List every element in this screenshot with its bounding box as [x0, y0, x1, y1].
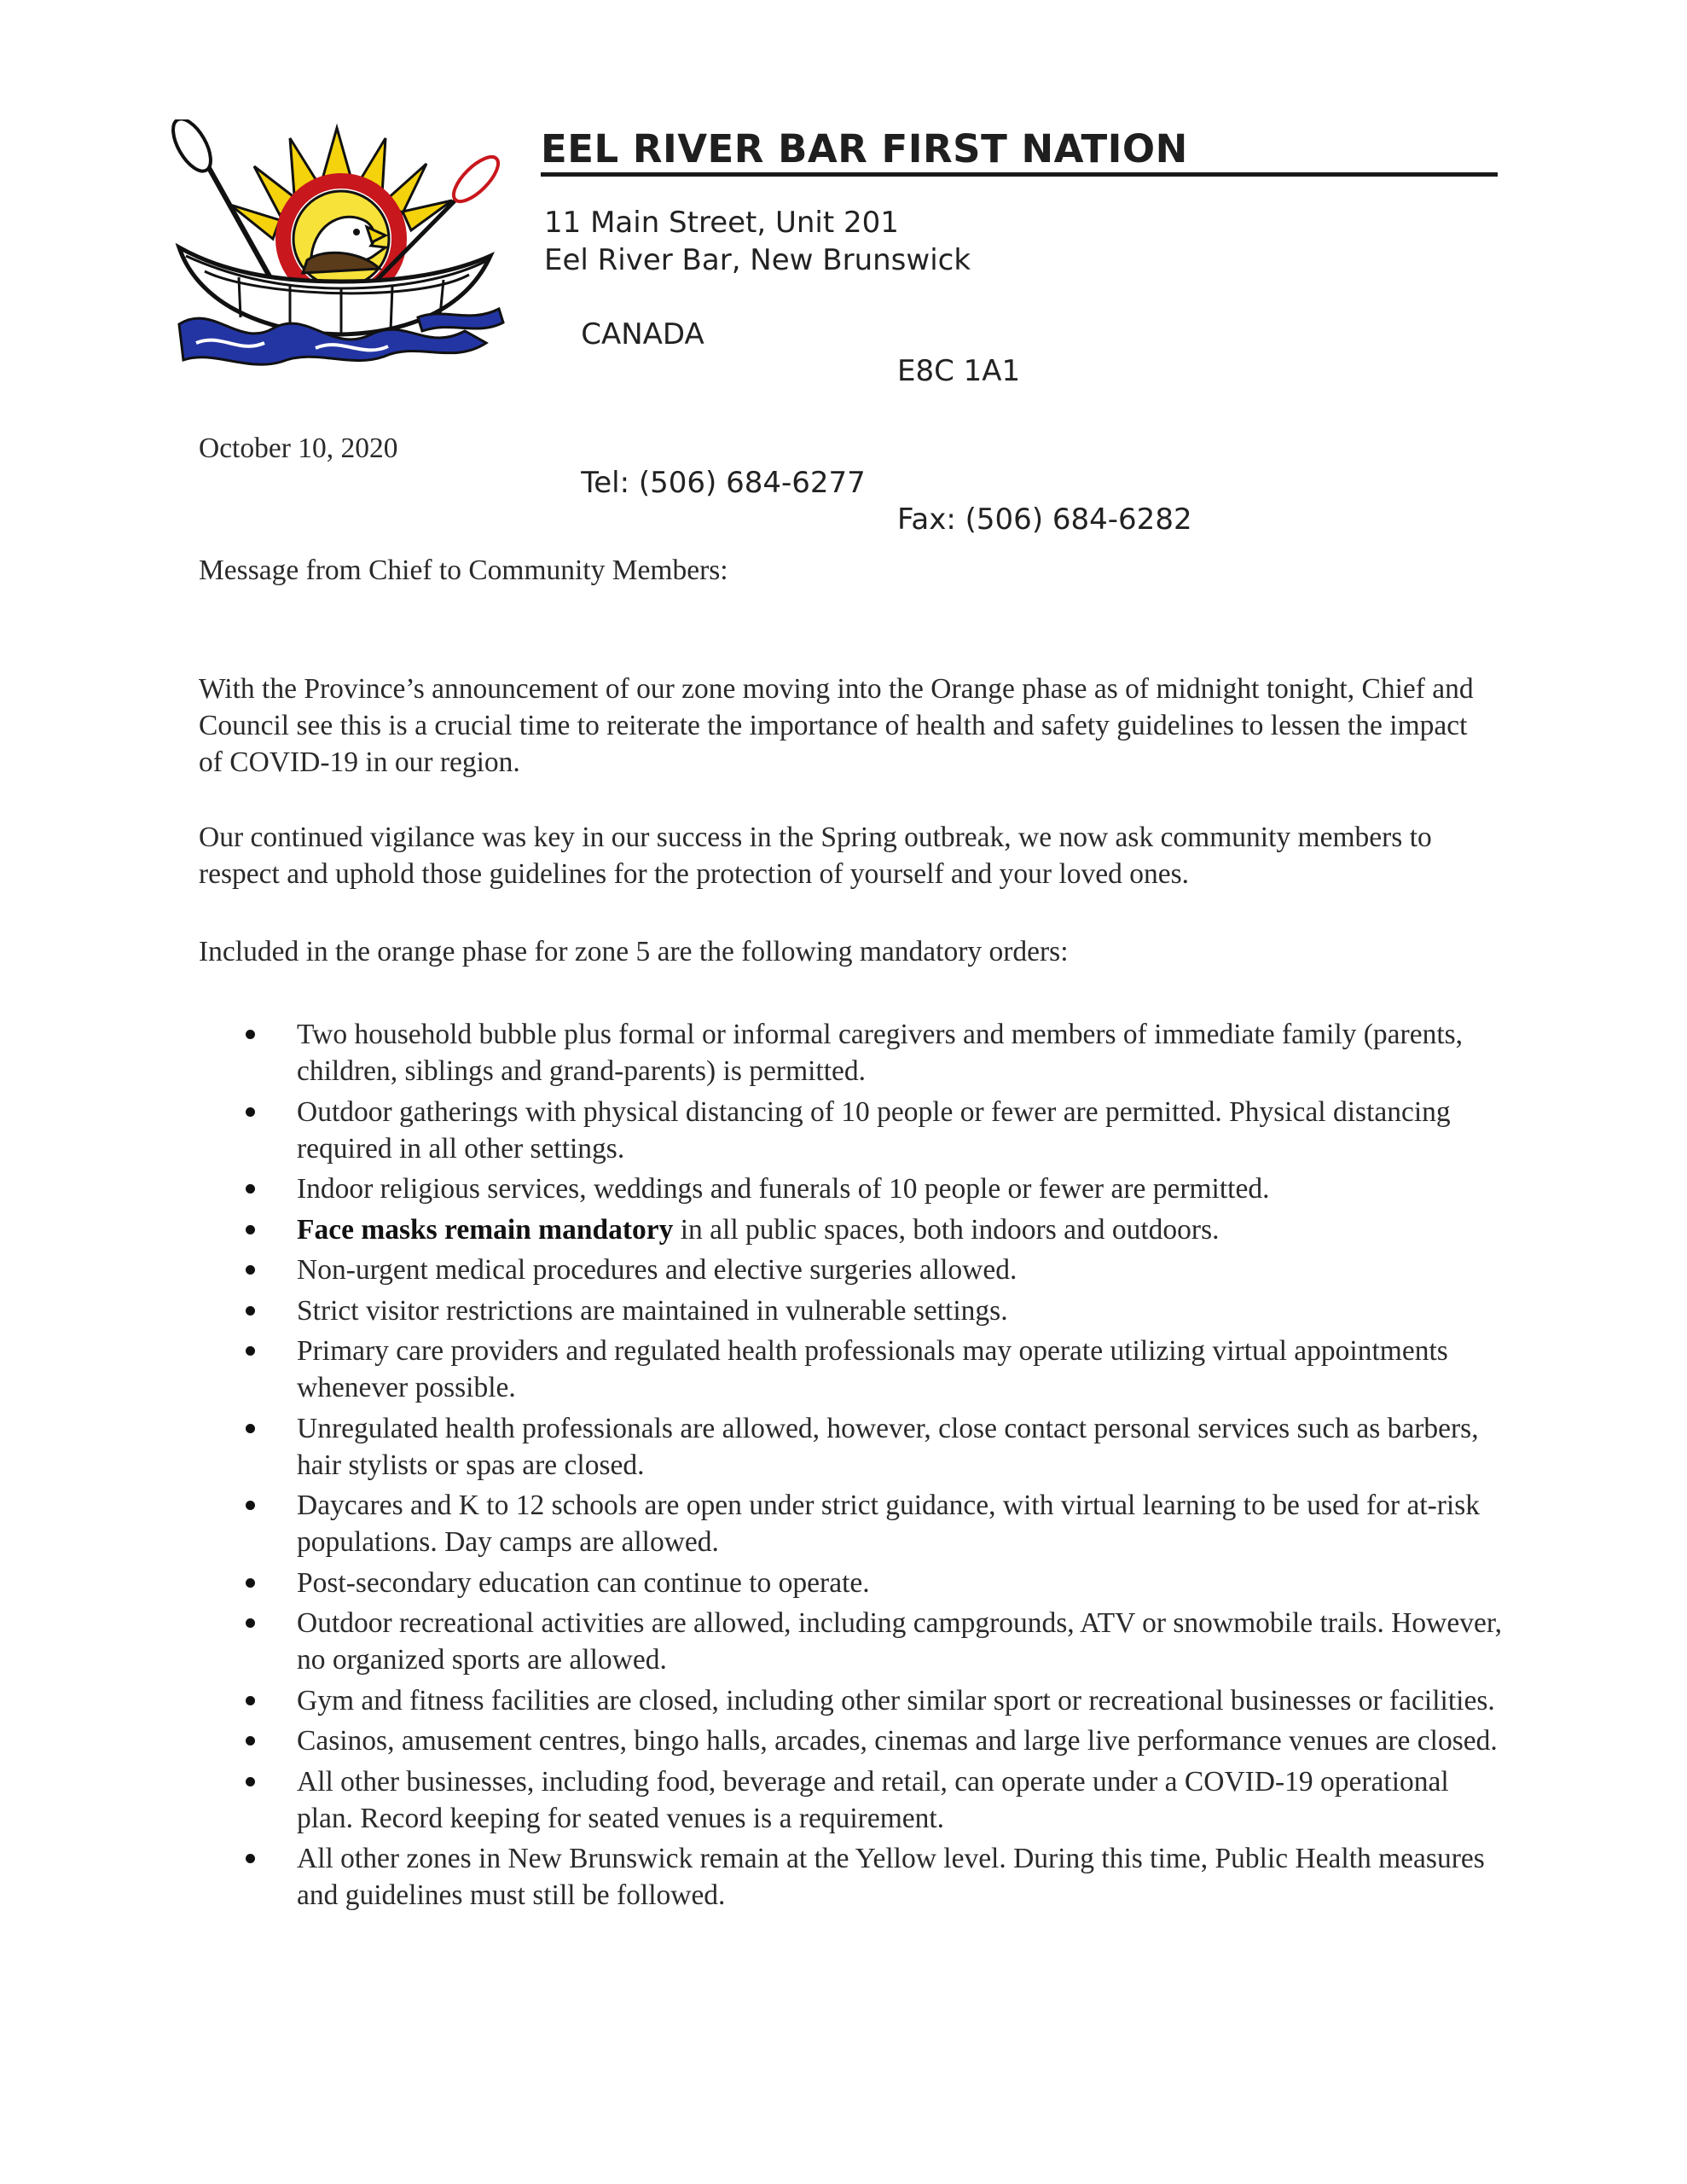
organization-name: EEL RIVER BAR FIRST NATION	[541, 126, 1498, 177]
bullet-icon	[246, 1696, 255, 1705]
list-item: Primary care providers and regulated health professionals may operate utilizing virtual appointments whenever possible.	[199, 1333, 1504, 1406]
bullet-icon	[246, 1184, 255, 1194]
bullet-icon	[246, 1107, 255, 1117]
bullet-icon	[246, 1618, 255, 1628]
salutation: Message from Chief to Community Members:	[199, 555, 728, 586]
bullet-icon	[246, 1501, 255, 1510]
list-item: Post-secondary education can continue to operate.	[199, 1565, 1504, 1601]
bullet-icon	[246, 1030, 255, 1039]
list-item: All other zones in New Brunswick remain at the Yellow level. During this time, Public Health measures and guidelines must still be followed.	[199, 1840, 1504, 1914]
country-postal-row	[544, 279, 1021, 427]
bullet-icon	[246, 1346, 255, 1356]
address-block	[544, 205, 1192, 576]
bullet-icon	[246, 1265, 255, 1275]
list-item: Non-urgent medical procedures and elective surgeries allowed.	[199, 1252, 1504, 1288]
bullet-icon	[246, 1777, 255, 1786]
paragraph-orders-intro: Included in the orange phase for zone 5 are the following mandatory orders:	[199, 936, 1069, 967]
list-item: Strict visitor restrictions are maintained in vulnerable settings.	[199, 1292, 1504, 1329]
list-item: Indoor religious services, weddings and funerals of 10 people or fewer are permitted.	[199, 1170, 1504, 1207]
country: CANADA	[581, 317, 704, 351]
list-item: Outdoor gatherings with physical distancing of 10 people or fewer are permitted. Physical distancing required in all other settings.	[199, 1094, 1504, 1167]
address-line-2: Eel River Bar, New Brunswick	[544, 242, 971, 277]
list-item: All other businesses, including food, beverage and retail, can operate under a COVID-19 operational plan. Record keeping for seated venues is a requirement.	[199, 1763, 1504, 1837]
bullet-icon	[246, 1306, 255, 1316]
mandatory-orders-list	[199, 1016, 1504, 1918]
first-nation-logo-icon	[162, 119, 512, 367]
paragraph-vigilance: Our continued vigilance was key in our success in the Spring outbreak, we now ask community members to respect and uphold those guidelines for the protection of yourself and your loved ones.	[199, 822, 1432, 890]
list-item: Unregulated health professionals are allowed, however, close contact personal services such as barbers, hair stylists or spas are closed.	[199, 1410, 1504, 1484]
bullet-icon	[246, 1854, 255, 1863]
postal-code: E8C 1A1	[897, 354, 1021, 388]
list-item: Daycares and K to 12 schools are open under strict guidance, with virtual learning to be used for at-risk populations. Day camps are allowed.	[199, 1487, 1504, 1560]
fax: Fax: (506) 684-6282	[897, 502, 1192, 537]
list-item: Casinos, amusement centres, bingo halls, arcades, cinemas and large live performance venues are closed.	[199, 1722, 1504, 1759]
list-item: Face masks remain mandatory in all public spaces, both indoors and outdoors.	[199, 1211, 1504, 1248]
bullet-icon	[246, 1578, 255, 1588]
list-item: Gym and fitness facilities are closed, including other similar sport or recreational businesses or facilities.	[199, 1682, 1504, 1719]
bullet-icon	[246, 1225, 255, 1234]
bullet-icon	[246, 1736, 255, 1745]
letter-date: October 10, 2020	[199, 433, 398, 464]
address-line-1: 11 Main Street, Unit 201	[544, 206, 899, 240]
bullet-icon	[246, 1424, 255, 1433]
list-item: Two household bubble plus formal or informal caregivers and members of immediate family (parents, children, siblings and grand-parents) is permitted.	[199, 1016, 1504, 1089]
paragraph-intro: With the Province’s announcement of our zone moving into the Orange phase as of midnight tonight, Chief and Council see this is a crucial time to reiterate the importance of health and safety guidelines to lessen the impact of COVID-19 in our region.	[199, 673, 1474, 778]
list-item: Outdoor recreational activities are allowed, including campgrounds, ATV or snowmobile trails. However, no organized sports are allowed.	[199, 1605, 1504, 1678]
telephone: Tel: (506) 684-6277	[581, 465, 866, 500]
